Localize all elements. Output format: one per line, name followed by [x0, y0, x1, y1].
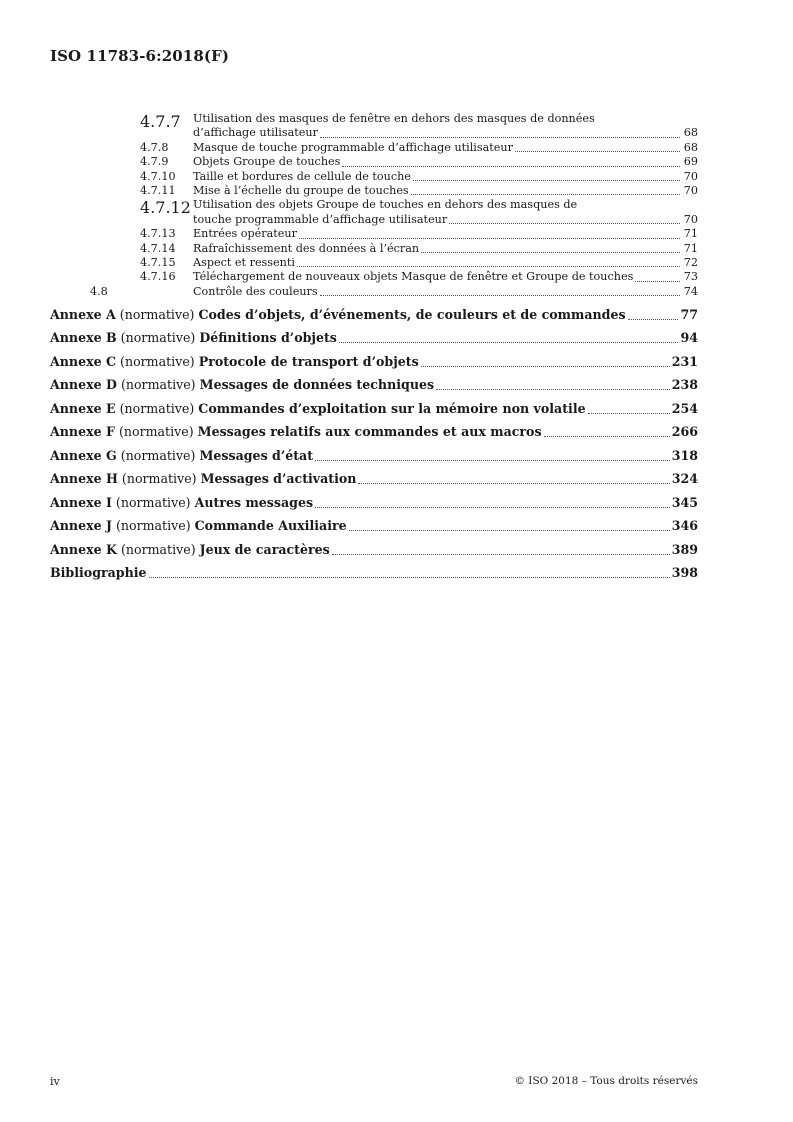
leader-dots: [315, 460, 670, 461]
toc-entry-number: 4.8: [90, 284, 108, 298]
toc-entry-title-line1: Utilisation des masques de fenêtre en dehors des masques de données: [193, 112, 595, 125]
annex-kind: (normative): [115, 518, 191, 534]
annex-title: Autres messages: [194, 494, 314, 510]
annex-title: Protocole de transport d’objets: [198, 353, 419, 369]
toc-annex-g[interactable]: [50, 448, 698, 464]
toc-entry-page: 68: [683, 140, 698, 154]
annex-title: Messages relatifs aux commandes et aux macros: [197, 424, 542, 440]
annex-kind: (normative): [115, 494, 191, 510]
toc-entry-title: Téléchargement de nouveaux objets Masque de fenêtre et Groupe de touches: [193, 270, 634, 284]
annex-kind: (normative): [119, 306, 195, 322]
toc-entry-number: 4.7.10: [140, 169, 176, 183]
annex-page: 231: [671, 353, 698, 369]
annex-title: Codes d’objets, d’événements, de couleurs et de commandes: [198, 306, 626, 322]
toc-annex-h[interactable]: [50, 471, 698, 487]
annex-kind: (normative): [119, 400, 195, 416]
leader-dots: [421, 366, 670, 367]
toc-annex-b[interactable]: [50, 330, 698, 346]
annex-kind: (normative): [120, 447, 196, 463]
toc-annex-j[interactable]: [50, 518, 698, 534]
annex-label: Annexe J: [50, 518, 112, 534]
toc-entry-title: Aspect et ressenti: [193, 256, 295, 270]
leader-dots: [628, 319, 679, 320]
leader-dots: [339, 342, 679, 343]
toc-entry-number: 4.7.7: [140, 112, 181, 131]
annex-title: Commandes d’exploitation sur la mémoire non volatile: [198, 400, 586, 416]
toc-entry-page: 70: [683, 169, 698, 183]
toc-entry-title-line1: Utilisation des objets Groupe de touches en dehors des masques de: [193, 198, 578, 212]
toc-entry-4-7-7[interactable]: [50, 112, 698, 141]
annex-label: Annexe F: [50, 424, 115, 440]
annex-page: 324: [671, 471, 698, 487]
leader-dots: [342, 166, 680, 167]
annex-page: 238: [671, 377, 698, 393]
toc-entry-number: 4.7.12: [140, 198, 191, 218]
annex-title: Messages d’activation: [200, 471, 357, 487]
toc-entry-page: 69: [683, 155, 698, 169]
toc-entry-number: 4.7.16: [140, 270, 176, 284]
footer-page-number: iv: [50, 1075, 60, 1088]
leader-dots: [320, 137, 680, 138]
annex-title: Messages d’état: [199, 447, 314, 463]
annex-label: Annexe A: [50, 306, 116, 322]
leader-dots: [436, 389, 670, 390]
leader-dots: [588, 413, 670, 414]
annex-title: Définitions d’objets: [199, 330, 337, 346]
toc-entry-title: Contrôle des couleurs: [193, 284, 318, 298]
annex-title: Messages de données techniques: [199, 377, 435, 393]
annex-kind: (normative): [118, 424, 194, 440]
toc-entry-4-7-15[interactable]: [50, 256, 698, 270]
toc-entry-4-7-12[interactable]: [50, 198, 698, 227]
annex-page: 77: [680, 306, 698, 322]
leader-dots: [149, 577, 670, 578]
toc-entry-page: 71: [683, 227, 698, 241]
toc-entry-number: 4.7.9: [140, 155, 169, 169]
leader-dots: [411, 194, 680, 195]
toc-entry-page: 70: [683, 184, 698, 198]
table-of-contents: [50, 112, 698, 581]
annex-page: 94: [680, 330, 698, 346]
annex-title: Jeux de caractères: [199, 541, 330, 557]
toc-entry-page: 74: [683, 284, 698, 298]
toc-annex-d[interactable]: [50, 377, 698, 393]
leader-dots: [413, 180, 680, 181]
toc-entry-4-7-10[interactable]: [50, 170, 698, 184]
annex-label: Annexe G: [50, 447, 117, 463]
toc-entry-number: 4.7.14: [140, 241, 176, 255]
toc-entry-title: Objets Groupe de touches: [193, 155, 341, 169]
leader-dots: [358, 483, 669, 484]
toc-annex-c[interactable]: [50, 354, 698, 370]
toc-entry-number: 4.7.8: [140, 140, 169, 154]
leader-dots: [421, 252, 680, 253]
toc-entry-4-7-16[interactable]: [50, 270, 698, 284]
document-id: ISO 11783-6:2018(F): [50, 47, 230, 65]
leader-dots: [297, 266, 680, 267]
toc-annex-k[interactable]: [50, 542, 698, 558]
leader-dots: [515, 151, 680, 152]
leader-dots: [449, 223, 680, 224]
toc-entry-4-7-11[interactable]: [50, 184, 698, 198]
annex-label: Annexe B: [50, 330, 117, 346]
leader-dots: [299, 238, 680, 239]
annex-kind: (normative): [120, 353, 195, 369]
leader-dots: [315, 507, 670, 508]
leader-dots: [320, 295, 680, 296]
toc-entry-title-line2: touche programmable d’affichage utilisateur: [193, 212, 448, 226]
toc-entry-page: 70: [683, 212, 698, 226]
annex-label: Annexe I: [50, 494, 112, 510]
bibliography-title: Bibliographie: [50, 565, 147, 581]
toc-entry-4-7-13[interactable]: [50, 227, 698, 241]
annex-page: 254: [671, 400, 698, 416]
toc-entry-page: 72: [683, 256, 698, 270]
toc-entry-4-7-14[interactable]: [50, 242, 698, 256]
toc-entry-title-line2: d’affichage utilisateur: [193, 126, 318, 140]
footer-copyright: © ISO 2018 – Tous droits réservés: [514, 1075, 698, 1087]
annex-label: Annexe D: [50, 377, 117, 393]
toc-entry-title: Mise à l’échelle du groupe de touches: [193, 184, 409, 198]
toc-entry-4-7-9[interactable]: [50, 155, 698, 169]
toc-entry-4-8[interactable]: [50, 285, 698, 299]
toc-bibliography[interactable]: [50, 565, 698, 581]
annex-title: Commande Auxiliaire: [194, 518, 347, 534]
toc-annex-e[interactable]: [50, 401, 698, 417]
annex-page: 345: [671, 494, 698, 510]
annex-label: Annexe K: [50, 541, 117, 557]
annex-kind: (normative): [120, 377, 196, 393]
annex-label: Annexe H: [50, 471, 118, 487]
toc-entry-title: Entrées opérateur: [193, 227, 297, 241]
annex-page: 266: [671, 424, 698, 440]
annex-page: 346: [671, 518, 698, 534]
leader-dots: [544, 436, 670, 437]
toc-entry-number: 4.7.15: [140, 256, 176, 270]
annex-page: 318: [671, 447, 698, 463]
annex-label: Annexe C: [50, 353, 117, 369]
annex-page: 389: [671, 541, 698, 557]
annex-kind: (normative): [120, 541, 196, 557]
toc-entry-title: Masque de touche programmable d’affichage utilisateur: [193, 140, 513, 154]
toc-entry-number: 4.7.11: [140, 184, 176, 198]
leader-dots: [349, 530, 670, 531]
toc-entry-page: 73: [683, 270, 698, 284]
leader-dots: [332, 554, 670, 555]
toc-annex-f[interactable]: [50, 424, 698, 440]
annex-label: Annexe E: [50, 400, 116, 416]
bibliography-page: 398: [671, 565, 698, 581]
toc-entry-title: Rafraîchissement des données à l’écran: [193, 241, 420, 255]
toc-entry-4-7-8[interactable]: [50, 141, 698, 155]
toc-entry-title: Taille et bordures de cellule de touche: [193, 169, 411, 183]
toc-entry-page: 68: [683, 126, 698, 140]
toc-annex-a[interactable]: [50, 307, 698, 323]
leader-dots: [635, 281, 680, 282]
annex-kind: (normative): [121, 471, 197, 487]
toc-annex-i[interactable]: [50, 495, 698, 511]
toc-entry-page: 71: [683, 241, 698, 255]
annex-kind: (normative): [120, 330, 196, 346]
toc-entry-number: 4.7.13: [140, 227, 176, 241]
